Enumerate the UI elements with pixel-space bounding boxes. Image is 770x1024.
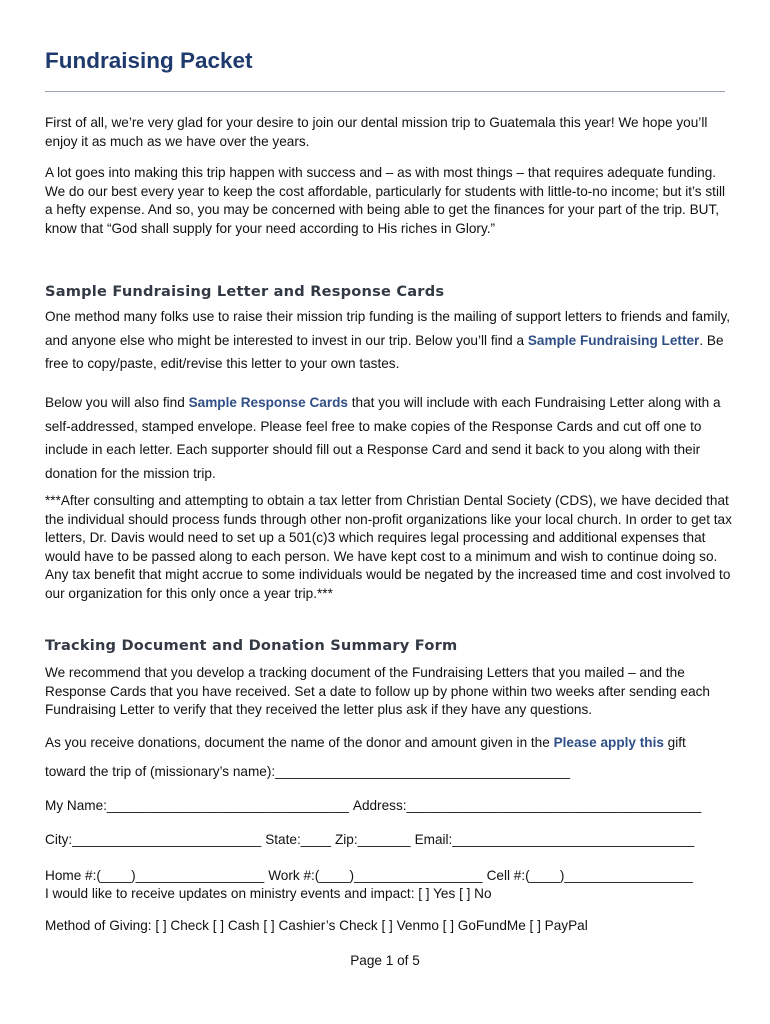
fundraising-letter-paragraph [45,305,735,376]
intro-paragraph-2: A lot goes into making this trip happen with success and – as with most things – that requires adequate funding. We do our best every year to keep the cost affordable, particularly for students with little-to-no income; but it’s still a hefty expense. And so, you may be concerned with being able to get the finances for your part of the trip. BUT, know that “God shall supply for your need according to His riches in Glory.” [45,165,726,236]
tax-note-paragraph: ***After consulting and attempting to obtain a tax letter from Christian Dental Society (CDS), we have decided that the individual should process funds through other non-profit organizations like your local church. In order to get tax letters, Dr. Davis would need to set up a 501(c)3 which requires legal processing and additional expenses that would have to be passed along to each person. We have kept cost to a minimum and wish to continue doing so. Any tax benefit that might accrue to some individuals would be negated by the increased time and cost involved to our organization for this only once a year trip.*** [45,493,732,601]
page-number: Page 1 of 5 [350,953,420,968]
paragraph-text: that you will include with each Fundraising Letter along with a self-addressed, stamped envelope. Please feel free to make copies of the Response Cards and cut off one to include in each letter. Each supporter should fill out a Response Card and send it back to you along with their donation for the mission trip. [45,395,721,481]
paragraph-text: gift [663,735,686,750]
please-apply-this-link[interactable]: Please apply this [553,735,664,750]
missionary-name-field[interactable]: toward the trip of (missionary’s name):_______________________________________ [45,764,571,779]
city-state-zip-row [45,831,694,849]
updates-checkbox-row[interactable]: I would like to receive updates on ministry events and impact: [ ] Yes [ ] No [45,886,492,901]
name-address-row [45,797,701,815]
method-of-giving-row[interactable]: Method of Giving: [ ] Check [ ] Cash [ ] Cashier’s Check [ ] Venmo [ ] GoFundMe [ ] PayPal [45,918,588,933]
zip-field[interactable]: Zip:_______ [334,832,411,847]
cell-phone-field[interactable]: Cell #:(____)_________________ [486,868,693,883]
sample-response-cards-link[interactable]: Sample Response Cards [188,395,348,410]
section-heading-fundraising-letter: Sample Fundraising Letter and Response Cards [45,283,445,300]
phone-row [45,867,693,885]
work-phone-field[interactable]: Work #:(____)_________________ [268,868,483,883]
title-divider [45,91,725,92]
email-field[interactable]: Email:________________________________ [414,832,695,847]
tracking-paragraph: We recommend that you develop a tracking document of the Fundraising Letters that you mailed – and the Response Cards that you have received. Set a date to follow up by phone within two weeks after sending each Fundraising Letter to verify that they received the letter plus ask if they have any questions. [45,665,710,717]
paragraph-text: One method many folks use to raise their mission trip funding is the mailing of support letters to friends and family, and anyone else who might be interested to invest in our trip. Below you’ll find a [45,309,731,348]
donations-paragraph [45,734,735,753]
sample-fundraising-letter-link[interactable]: Sample Fundraising Letter [527,332,700,348]
city-field[interactable]: City:_________________________ [45,832,262,847]
paragraph-text: Below you will also find [45,395,189,410]
section-heading-tracking-document: Tracking Document and Donation Summary Form [45,637,458,654]
paragraph-text: As you receive donations, document the name of the donor and amount given in the [45,735,554,750]
my-name-field[interactable]: My Name:________________________________ [45,798,349,813]
home-phone-field[interactable]: Home #:(____)_________________ [45,868,265,883]
state-field[interactable]: State:____ [265,832,331,847]
paragraph-text: . Be free to copy/paste, edit/revise this letter to your own tastes. [45,332,724,371]
address-field[interactable]: Address:_______________________________________ [352,798,702,813]
response-cards-paragraph [45,391,735,485]
page-title: Fundraising Packet [45,48,253,73]
intro-paragraph-1: First of all, we’re very glad for your desire to join our dental mission trip to Guatemala this year! We hope you’ll enjoy it as much as we have over the years. [45,115,708,149]
